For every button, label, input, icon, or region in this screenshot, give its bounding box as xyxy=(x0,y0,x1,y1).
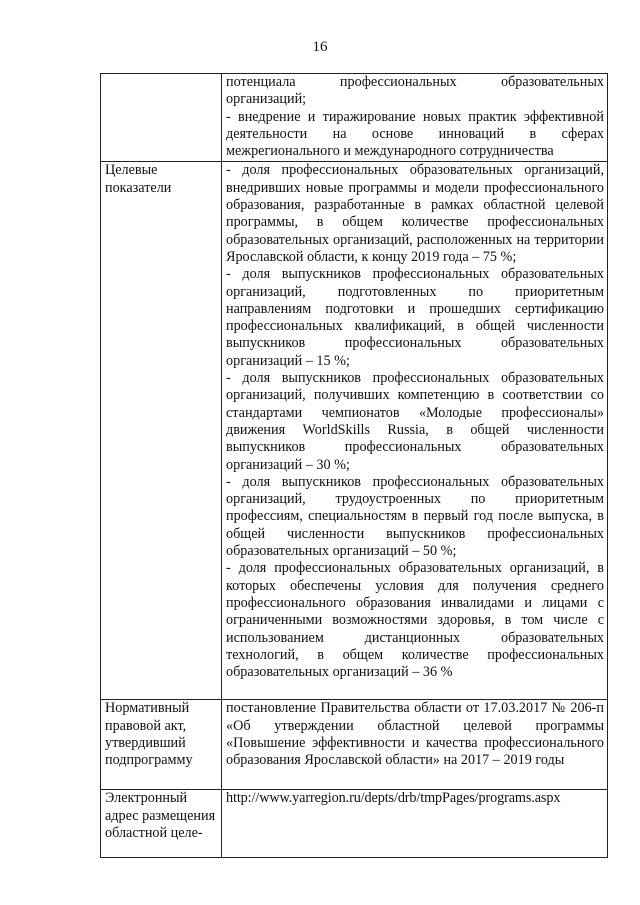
table-row xyxy=(101,74,608,162)
table-row xyxy=(101,790,608,858)
paragraph: - доля выпускников профессиональных образовательных организаций, получивших компетенцию в соответствии со стандартами чемпионатов «Молодые профессионалы» движения WorldSkills Russia, в общей численности выпускников профессиональных образовательных организаций – 30 %; xyxy=(226,370,604,473)
row-value xyxy=(222,74,608,162)
row-label: Нормативный правовой акт, утвердивший подпрограмму xyxy=(101,700,222,790)
row-value xyxy=(222,700,608,790)
paragraph: - доля профессиональных образовательных организаций, внедривших новые программы и модели профессионального образования, разработанные в рамках областной целевой программы, в общем количестве профессиональных образовательных организаций, расположенных на территории Ярославской области, к концу 2019 года – 75 %; xyxy=(226,162,604,265)
paragraph: потенциала профессиональных образовательных организаций; xyxy=(226,74,604,108)
paragraph: - внедрение и тиражирование новых практик эффективной деятельности на основе инноваций в сферах межрегионального и международного сотрудничества xyxy=(226,108,604,160)
program-url-link[interactable]: http://www.yarregion.ru/depts/drb/tmpPages/programs.aspx xyxy=(226,790,561,807)
row-label xyxy=(101,74,222,162)
row-label: Целевые показатели xyxy=(101,162,222,700)
paragraph: постановление Правительства области от 17.03.2017 № 206-п «Об утверждении областной целевой программы «Повышение эффективности и качества профессионального образования Ярославской области» на 2017 – 2019 годы xyxy=(226,700,604,769)
program-passport-table xyxy=(100,73,608,858)
paragraph: - доля выпускников профессиональных образовательных организаций, трудоустроенных по приоритетным профессиям, специальностям в первый год после выпуска, в общей численности выпускников профессиональных образовательных организаций – 50 %; xyxy=(226,473,604,560)
row-value xyxy=(222,162,608,700)
page-number: 16 xyxy=(312,39,328,55)
paragraph: - доля профессиональных образовательных организаций, в которых обеспечены условия для получения среднего профессионального образования инвалидами и лицами с ограниченными возможностями здоровья, в том числе с использованием дистанционных образовательных технологий, в общем количестве профессиональных образовательных организаций – 36 % xyxy=(226,560,604,681)
paragraph: - доля выпускников профессиональных образовательных организаций, подготовленных по приоритетным направлениям подготовки и прошедших сертификацию профессиональных квалификаций, в общей численности выпускников профессиональных образовательных организаций – 15 %; xyxy=(226,266,604,369)
table-row xyxy=(101,700,608,790)
row-value xyxy=(222,790,608,858)
row-label: Электронный адрес размещения областной целе- xyxy=(101,790,222,858)
table-row xyxy=(101,162,608,700)
